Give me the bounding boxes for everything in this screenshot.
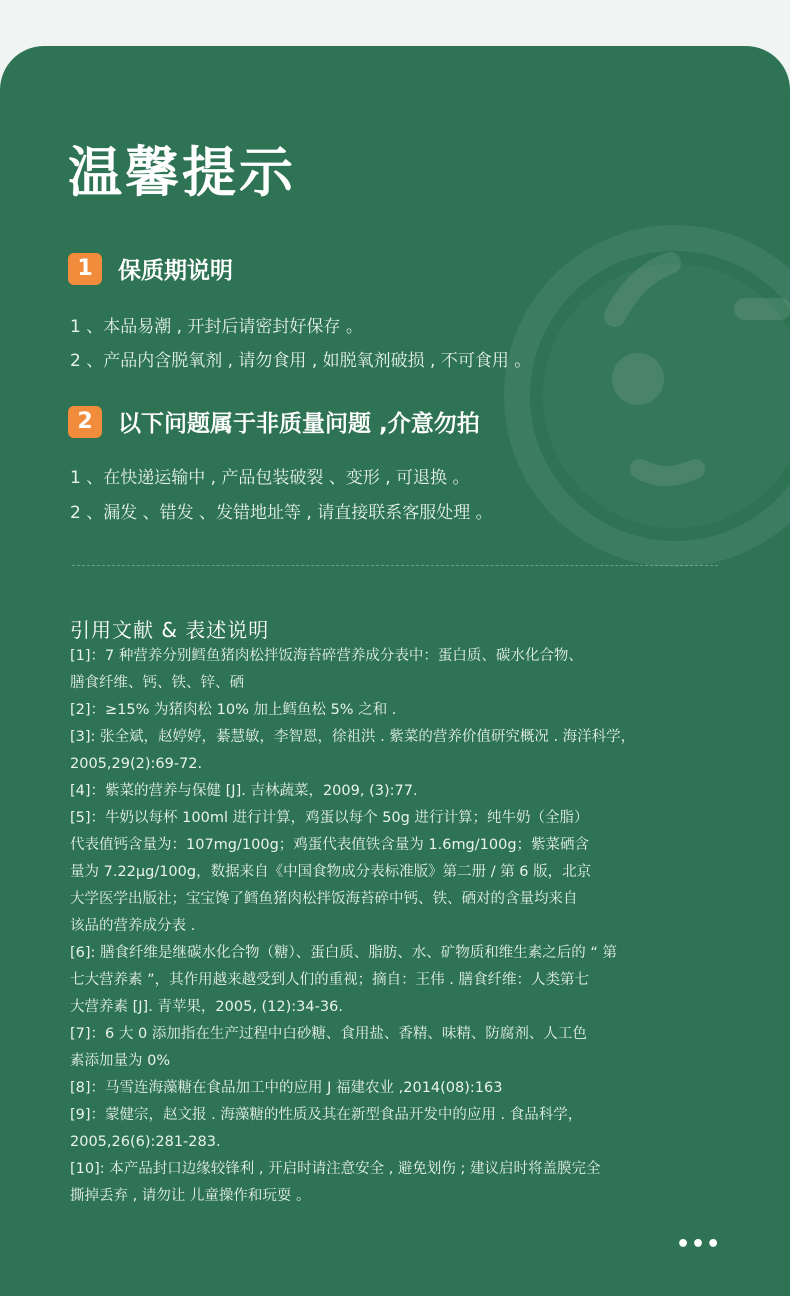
reference-line: [1]：7 种营养分别鳕鱼猪肉松拌饭海苔碎营养成分表中：蛋白质、碳水化合物、 xyxy=(70,648,583,664)
section-number-badge: 2 xyxy=(68,406,102,438)
section-number-badge: 1 xyxy=(68,253,102,285)
reference-line: 量为 7.22μg/100g，数据来自《中国食物成分表标准版》第二册 / 第 6 版，北京 xyxy=(70,864,592,880)
reference-line: 七大营养素 ”，其作用越来越受到人们的重视；摘自：王伟 . 膳食纤维：人类第七 xyxy=(70,972,589,988)
reference-line: 该品的营养成分表 . xyxy=(70,918,196,934)
section-line: 1 、本品易潮 , 开封后请密封好保存 。 xyxy=(70,317,363,337)
section-header-non-quality xyxy=(68,405,480,438)
reference-line: [5]：牛奶以每杯 100ml 进行计算，鸡蛋以每个 50g 进行计算；纯牛奶（全脂） xyxy=(70,810,589,826)
page-title: 温馨提示 xyxy=(68,141,296,204)
reference-line: 大学医学出版社；宝宝馋了鳕鱼猪肉松拌饭海苔碎中钙、铁、硒对的含量均来自 xyxy=(70,891,578,907)
notice-card xyxy=(0,46,790,1296)
reference-line: [8]：马雪连海藻糖在食品加工中的应用 J 福建农业 ,2014(08):163 xyxy=(70,1080,503,1096)
reference-line: 大营养素 [J]. 青苹果，2005, (12):34-36. xyxy=(70,999,343,1015)
reference-line: [2]：≥15% 为猪肉松 10% 加上鳕鱼松 5% 之和 . xyxy=(70,702,397,718)
section-title: 保质期说明 xyxy=(118,258,233,284)
reference-line: [4]：紫菜的营养与保健 [J]. 吉林蔬菜，2009, (3):77. xyxy=(70,783,418,799)
dashed-divider xyxy=(72,565,718,566)
reference-line: 2005,26(6):281-283. xyxy=(70,1134,221,1150)
decorative-face-icon xyxy=(490,221,790,621)
reference-line: [7]：6 大 0 添加指在生产过程中白砂糖、食用盐、香精、味精、防腐剂、人工色 xyxy=(70,1026,587,1042)
reference-line: [6]: 膳食纤维是继碳水化合物（糖）、蛋白质、脂肪、水、矿物质和维生素之后的 “ 第 xyxy=(70,945,618,961)
reference-line: 膳食纤维、钙、铁、锌、硒 xyxy=(70,675,244,691)
reference-line: 代表值钙含量为：107mg/100g；鸡蛋代表值铁含量为 1.6mg/100g；紫菜硒含 xyxy=(70,837,590,853)
reference-line: [9]：蒙健宗，赵文报 . 海藻糖的性质及其在新型食品开发中的应用 . 食品科学， xyxy=(70,1107,583,1123)
reference-line: 撕掉丢弃 , 请勿让 儿童操作和玩耍 。 xyxy=(70,1188,311,1204)
reference-line: 2005,29(2):69-72. xyxy=(70,756,203,772)
reference-line: [10]: 本产品封口边缘较锋利 , 开启时请注意安全 , 避免划伤 ; 建议启时将盖膜完全 xyxy=(70,1161,601,1177)
reference-line: 素添加量为 0% xyxy=(70,1053,171,1069)
references-list xyxy=(70,643,710,1210)
section-title: 以下问题属于非质量问题 ,介意勿拍 xyxy=(118,411,480,437)
section-line: 2 、漏发 、错发 、发错地址等 , 请直接联系客服处理 。 xyxy=(70,503,493,523)
section-line: 2 、产品内含脱氧剂 , 请勿食用 , 如脱氧剂破损 , 不可食用 。 xyxy=(70,351,532,371)
reference-line: [3]: 张全斌，赵婷婷，綦慧敏，李智恩，徐祖洪 . 紫菜的营养价值研究概况 . 海洋科学， xyxy=(70,729,636,745)
more-icon[interactable]: ••• xyxy=(676,1232,722,1257)
section-header-shelf-life xyxy=(68,252,233,285)
section-line: 1 、在快递运输中 , 产品包装破裂 、变形 , 可退换 。 xyxy=(70,468,470,488)
references-title: 引用文献 & 表述说明 xyxy=(70,618,270,642)
